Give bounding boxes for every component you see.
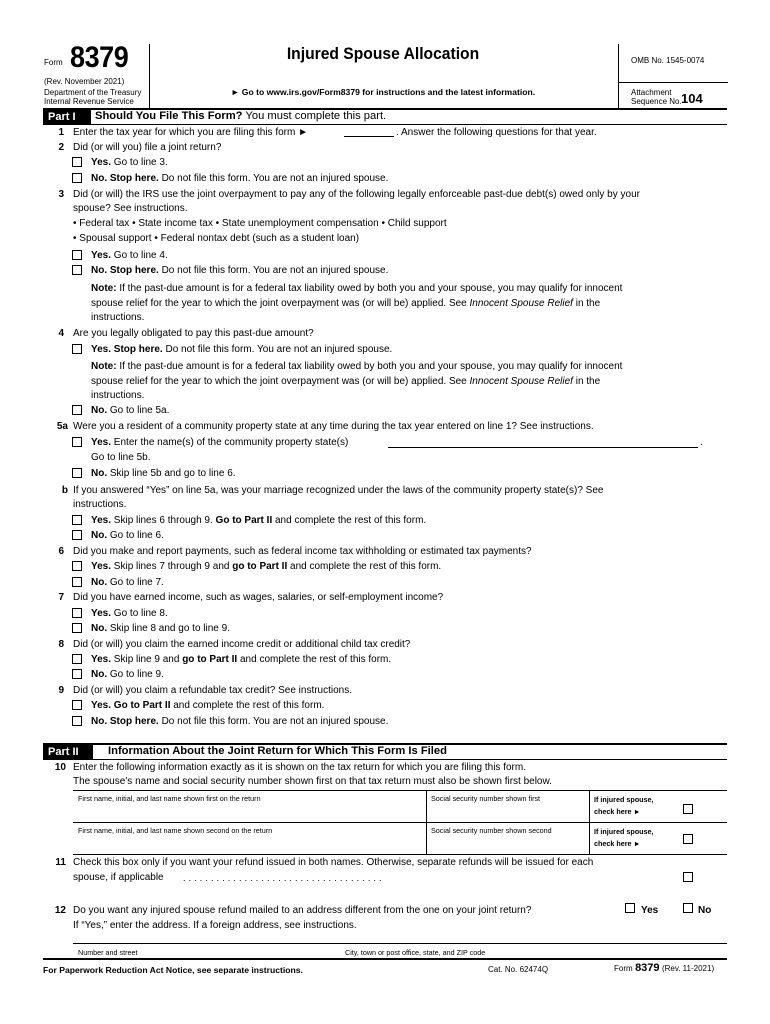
line-5b-no-label: No. Go to line 6.: [91, 530, 164, 541]
footer-form-id: Form 8379 (Rev. 11-2021): [614, 962, 715, 974]
line-5a-text: Were you a resident of a community property state at any time during the tax year entered on line 1? See instructions.: [73, 421, 594, 432]
line-3-yes-label: Yes. Go to line 4.: [91, 250, 168, 261]
first-spouse-name-label: First name, initial, and last name shown first on the return: [78, 794, 261, 803]
line-1-text: Enter the tax year for which you are filing this form ►: [73, 127, 308, 138]
line-11-leader-dots: . . . . . . . . . . . . . . . . . . . . . . . . . . . . . . . . . . . .: [183, 873, 382, 883]
irs-label: Internal Revenue Service: [44, 97, 134, 106]
line-12-text: Do you want any injured spouse refund mailed to an address different from the one on your joint return?: [73, 905, 532, 916]
part1-title: Should You File This Form? You must complete this part.: [95, 110, 387, 122]
form-title: Injured Spouse Allocation: [286, 44, 480, 63]
line-4-note: Note: If the past-due amount is for a federal tax liability owed by both you and your spouse, you may qualify for innocent: [91, 361, 623, 372]
line-3-debt-list-2: • Spousal support • Federal nontax debt (such as a student loan): [73, 233, 360, 244]
line-12-text-b: If “Yes,” enter the address. If a foreign address, see instructions.: [73, 920, 357, 931]
line-6-yes-checkbox[interactable]: [72, 561, 82, 571]
second-spouse-ssn-label: Social security number shown second: [431, 826, 552, 835]
line-2-no-checkbox[interactable]: [72, 173, 82, 183]
line-7-no-label: No. Skip line 8 and go to line 9.: [91, 623, 230, 634]
line-5a-number: 5a: [56, 421, 68, 432]
line-1-text-b: . Answer the following questions for that year.: [396, 127, 597, 138]
line-11-text: Check this box only if you want your refund issued in both names. Otherwise, separate refunds will be issued for each: [73, 857, 594, 868]
line-8-text: Did (or will) you claim the earned income credit or additional child tax credit?: [73, 639, 411, 650]
line-7-number: 7: [58, 592, 64, 603]
line-6-no-label: No. Go to line 7.: [91, 577, 164, 588]
line-3-debt-list-1: • Federal tax • State income tax • State unemployment compensation • Child support: [73, 218, 447, 229]
city-state-zip-label: City, town or post office, state, and ZIP code: [345, 948, 486, 957]
part2-title: Information About the Joint Return for Which This Form Is Filed: [108, 745, 447, 757]
first-spouse-ssn-input[interactable]: [428, 804, 588, 821]
part1-label: Part I: [43, 110, 91, 125]
line-2-number: 2: [58, 142, 64, 153]
first-spouse-name-input[interactable]: [74, 804, 424, 821]
omb-number: OMB No. 1545-0074: [631, 56, 705, 65]
form-number: 8379: [70, 41, 129, 74]
line-9-no-checkbox[interactable]: [72, 716, 82, 726]
second-spouse-name-label: First name, initial, and last name shown second on the return: [78, 826, 273, 835]
line-4-no-checkbox[interactable]: [72, 405, 82, 415]
line-3-note: Note: If the past-due amount is for a federal tax liability owed by both you and your spouse, you may qualify for innocent: [91, 283, 623, 294]
attachment-label: Attachment Sequence No.: [631, 88, 682, 106]
line-2-text: Did (or will you) file a joint return?: [73, 142, 222, 153]
line-1-number: 1: [58, 127, 64, 138]
line-5a-yes-label: Yes. Enter the name(s) of the community property state(s): [91, 437, 349, 448]
line-5a-no-label: No. Skip line 5b and go to line 6.: [91, 468, 236, 479]
line-7-yes-label: Yes. Go to line 8.: [91, 608, 168, 619]
omb-box: [618, 44, 728, 108]
second-spouse-ssn-input[interactable]: [428, 836, 588, 853]
line-12-yes-label: Yes: [641, 905, 659, 916]
line-2-no-label: No. Stop here. Do not file this form. You are not an injured spouse.: [91, 173, 389, 184]
line-8-no-checkbox[interactable]: [72, 669, 82, 679]
line-7-no-checkbox[interactable]: [72, 623, 82, 633]
line-3-text: Did (or will) the IRS use the joint overpayment to pay any of the following legally enforceable past-due debt(s) owed only by your: [73, 189, 640, 200]
revision-date: (Rev. November 2021): [44, 77, 125, 86]
line-4-yes-checkbox[interactable]: [72, 344, 82, 354]
second-spouse-injured-checkbox[interactable]: [683, 834, 693, 844]
line-6-yes-label: Yes. Skip lines 7 through 9 and go to Part II and complete the rest of this form.: [91, 561, 442, 572]
line-10-number: 10: [54, 762, 66, 773]
line-7-yes-checkbox[interactable]: [72, 608, 82, 618]
line-12-no-label: No: [698, 905, 712, 916]
line-9-yes-checkbox[interactable]: [72, 700, 82, 710]
line-4-note-c: instructions.: [91, 390, 145, 401]
part2-label: Part II: [43, 745, 93, 760]
line-5b-yes-label: Yes. Skip lines 6 through 9. Go to Part II and complete the rest of this form.: [91, 515, 427, 526]
line-4-number: 4: [58, 328, 64, 339]
second-spouse-name-input[interactable]: [74, 836, 424, 853]
second-spouse-injured-label: If injured spouse, check here ►: [594, 827, 654, 848]
line-11-number: 11: [55, 857, 66, 868]
line-9-yes-label: Yes. Go to Part II and complete the rest of this form.: [91, 700, 325, 711]
line-6-no-checkbox[interactable]: [72, 577, 82, 587]
line-5b-no-checkbox[interactable]: [72, 530, 82, 540]
line-12-yes-checkbox[interactable]: [625, 903, 635, 913]
first-spouse-injured-checkbox[interactable]: [683, 804, 693, 814]
both-names-checkbox[interactable]: [683, 872, 693, 882]
street-label: Number and street: [78, 948, 138, 957]
department: Department of the Treasury: [44, 88, 142, 97]
line-5a-yes-checkbox[interactable]: [72, 437, 82, 447]
line-4-no-label: No. Go to line 5a.: [91, 405, 170, 416]
sequence-number: 104: [681, 91, 703, 106]
line-3-no-checkbox[interactable]: [72, 265, 82, 275]
first-spouse-injured-label: If injured spouse, check here ►: [594, 795, 654, 816]
paperwork-notice: For Paperwork Reduction Act Notice, see separate instructions.: [43, 965, 303, 975]
instructions-link: ► Go to www.irs.gov/Form8379 for instructions and the latest information.: [230, 87, 536, 97]
catalog-number: Cat. No. 62474Q: [488, 965, 549, 974]
line-3-no-label: No. Stop here. Do not file this form. You are not an injured spouse.: [91, 265, 389, 276]
line-3-number: 3: [58, 189, 64, 200]
line-5b-number: b: [61, 485, 68, 496]
line-10-text-b: The spouse’s name and social security number shown first on that tax return must also be shown first below.: [73, 776, 552, 787]
line-3-note-c: instructions.: [91, 312, 145, 323]
line-5a-period: .: [700, 437, 703, 448]
line-8-number: 8: [58, 639, 64, 650]
community-property-states-input[interactable]: [388, 447, 698, 448]
line-6-number: 6: [58, 546, 64, 557]
line-5b-text-b: instructions.: [73, 499, 127, 510]
line-6-text: Did you make and report payments, such as federal income tax withholding or estimated tax payments?: [73, 546, 532, 557]
line-3-yes-checkbox[interactable]: [72, 250, 82, 260]
first-spouse-ssn-label: Social security number shown first: [431, 794, 541, 803]
line-4-text: Are you legally obligated to pay this past-due amount?: [73, 328, 314, 339]
line-9-no-label: No. Stop here. Do not file this form. You are not an injured spouse.: [91, 716, 389, 727]
line-4-yes-label: Yes. Stop here. Do not file this form. You are not an injured spouse.: [91, 344, 393, 355]
line-2-yes-checkbox[interactable]: [72, 157, 82, 167]
line-5a-no-checkbox[interactable]: [72, 468, 82, 478]
line-3-text-b: spouse? See instructions.: [73, 203, 188, 214]
line-2-yes-label: Yes. Go to line 3.: [91, 157, 168, 168]
line-9-number: 9: [58, 685, 64, 696]
line-5b-text: If you answered “Yes” on line 5a, was your marriage recognized under the laws of the community property state(s)? See: [73, 485, 604, 496]
line-4-note-b: spouse relief for the year to which the joint overpayment was (or will be) applied. See Innocent Spouse Relief in the: [91, 376, 601, 387]
line-5b-yes-checkbox[interactable]: [72, 515, 82, 525]
line-8-yes-label: Yes. Skip line 9 and go to Part II and complete the rest of this form.: [91, 654, 392, 665]
line-8-yes-checkbox[interactable]: [72, 654, 82, 664]
line-5a-goto: Go to line 5b.: [91, 452, 151, 463]
line-12-no-checkbox[interactable]: [683, 903, 693, 913]
line-7-text: Did you have earned income, such as wages, salaries, or self-employment income?: [73, 592, 444, 603]
form-word: Form: [44, 58, 63, 67]
tax-year-input[interactable]: [344, 136, 394, 137]
line-3-note-b: spouse relief for the year to which the joint overpayment was (or will be) applied. See Innocent Spouse Relief in the: [91, 298, 601, 309]
line-11-text-b: spouse, if applicable: [73, 872, 164, 883]
form-id-box: [43, 41, 150, 108]
line-10-text: Enter the following information exactly as it is shown on the tax return for which you are filing this form.: [73, 762, 526, 773]
line-8-no-label: No. Go to line 9.: [91, 669, 164, 680]
line-12-number: 12: [54, 905, 66, 916]
form-header: [43, 41, 727, 108]
line-9-text: Did (or will) you claim a refundable tax credit? See instructions.: [73, 685, 353, 696]
